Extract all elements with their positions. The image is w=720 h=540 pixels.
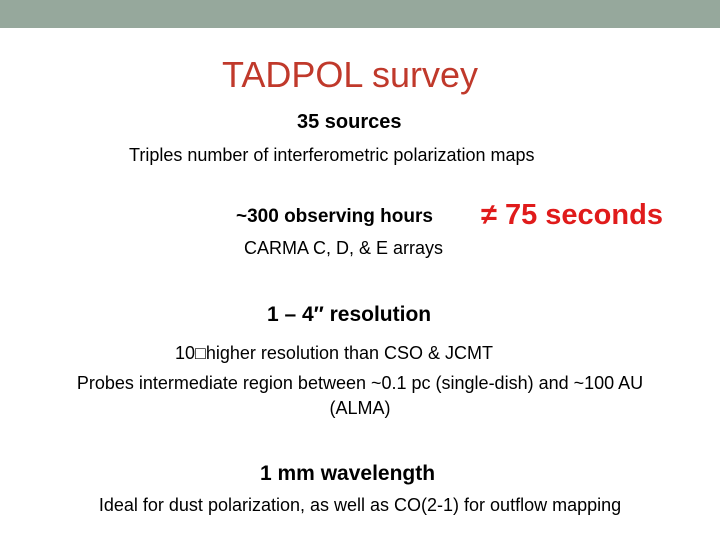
observing-hours: ~300 observing hours bbox=[236, 206, 433, 227]
triples-text: Triples number of interferometric polarization maps bbox=[129, 145, 535, 165]
wavelength-heading: 1 mm wavelength bbox=[260, 462, 436, 485]
probes-line-2: (ALMA) bbox=[329, 398, 391, 418]
sources-count: 35 sources bbox=[297, 111, 402, 133]
ideal-text: Ideal for dust polarization, as well as CO(2-1) for outflow mapping bbox=[98, 495, 622, 515]
resolution-heading: 1 – 4″ resolution bbox=[267, 303, 432, 326]
slide-title: TADPOL survey bbox=[222, 54, 479, 95]
top-accent-bar bbox=[0, 0, 720, 28]
hours-comparison: ≠ 75 seconds bbox=[481, 199, 663, 231]
carma-arrays: CARMA C, D, & E arrays bbox=[244, 238, 444, 258]
higher-resolution-text: 10□higher resolution than CSO & JCMT bbox=[175, 343, 494, 363]
probes-line-1: Probes intermediate region between ~0.1 pc (single-dish) and ~100 AU bbox=[76, 373, 644, 393]
